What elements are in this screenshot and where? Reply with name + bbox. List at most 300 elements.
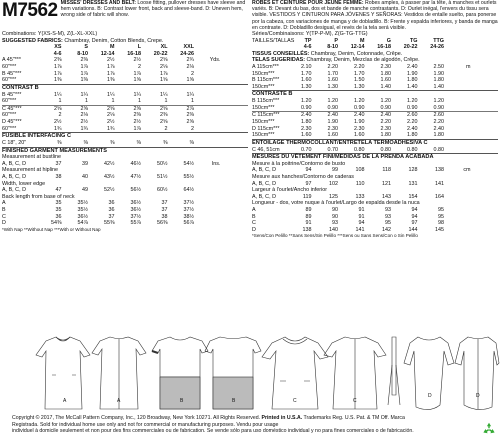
row-unit	[445, 105, 472, 112]
row-value: 1¼	[54, 91, 62, 98]
row-value: 1⅞	[80, 63, 88, 70]
row-value: 2	[191, 125, 194, 132]
row-value: 90	[332, 213, 338, 220]
row-value: 2½	[54, 118, 62, 125]
row-unit	[445, 220, 472, 227]
row-label: B 115cm***	[252, 98, 280, 105]
size-value: M	[360, 37, 365, 44]
row-value: 0.90	[380, 104, 391, 111]
table-row	[252, 227, 498, 234]
row-label: B 115cm***	[252, 77, 280, 84]
row-value: 1⅝	[133, 77, 141, 84]
row-value: 94	[411, 207, 418, 214]
table-row	[2, 161, 248, 168]
size-value: 20-22	[403, 44, 418, 51]
row-value: 2⅜	[80, 57, 88, 64]
row-value: 2.40	[407, 125, 418, 132]
label-d-back: D	[476, 393, 480, 399]
row-value: 2⅝	[160, 118, 168, 125]
row-value: 47	[55, 187, 62, 194]
row-value: 1¾	[80, 125, 88, 132]
table-row	[252, 220, 498, 227]
table-row	[252, 194, 498, 201]
row-value: 121	[382, 180, 391, 187]
row-value: 50½	[157, 160, 168, 167]
row-label: B 45"***	[2, 70, 22, 77]
row-unit	[445, 112, 472, 119]
row-value: 1.80	[433, 77, 444, 84]
row-value: 2⅝	[54, 105, 62, 112]
row-value: 0.70	[301, 146, 312, 153]
row-value: 2.40	[301, 112, 312, 119]
telas-label: TELAS SUGERIDAS:	[252, 57, 306, 64]
row-label: 150cm***	[252, 83, 275, 90]
size-value: TG	[410, 37, 418, 44]
row-label: B 45"***	[2, 91, 22, 98]
row-value: 1.60	[354, 132, 365, 139]
label-c-front: C	[293, 398, 297, 404]
row-unit	[195, 77, 222, 84]
row-value: 51½	[157, 174, 168, 181]
row-label: B	[2, 207, 6, 214]
row-value: 56½	[130, 187, 141, 194]
row-label: 60"***	[2, 112, 17, 119]
row-value: 36½	[130, 200, 141, 207]
row-value: 1.90	[433, 70, 444, 77]
row-value: 1.20	[380, 98, 391, 105]
row-label: C 115cm***	[252, 112, 280, 119]
row-unit	[195, 214, 222, 221]
row-unit: m	[466, 63, 471, 70]
row-value: 1.60	[380, 77, 391, 84]
row-value: 1.40	[433, 83, 444, 90]
header-fr	[252, 0, 498, 30]
row-value: 46½	[130, 160, 141, 167]
row-value: 37½	[183, 200, 194, 207]
size-label: TAILLES/TALLAS	[252, 37, 295, 44]
row-label: D 115cm***	[252, 125, 280, 132]
row-value: 95	[385, 220, 391, 227]
table-row	[2, 220, 248, 227]
row-unit: Yds.	[209, 57, 221, 64]
row-value: 0.80	[380, 146, 391, 153]
row-label: A	[252, 207, 256, 214]
row-value: 35	[55, 207, 62, 214]
row-value: 54⅜	[51, 220, 62, 227]
row-value: 1⅝	[186, 77, 194, 84]
row-value: 0.80	[407, 146, 418, 153]
row-value: 37	[55, 160, 62, 167]
footer-line-3: individuel à domicile seulement et non pour des fins commerciales ou de fabrication. Se vende sólo para uso doméstico individual y no para fines comerciales o de fabricación.	[12, 428, 414, 435]
row-value: 1⅞	[133, 70, 141, 77]
size-value: S	[84, 44, 88, 51]
table-row	[252, 181, 498, 188]
table-row	[2, 98, 248, 105]
combinaisons: Séries/Combinaisons: Y(TP-P-M), Z(G-TG-TTG)	[252, 31, 368, 37]
row-value: 42½	[104, 160, 115, 167]
title-fr: ROBES ET CEINTURE POUR JEUNE FEMME:	[252, 0, 364, 6]
row-value: 2.30	[327, 125, 338, 132]
table-row	[2, 200, 248, 207]
finished-measurements-heading: MESURES DU VÊTEMENT FINI/MEDIDAS DE LA PRENDA ACABADA	[252, 153, 498, 161]
row-value: 2⅝	[107, 105, 115, 112]
english-column	[2, 0, 248, 332]
row-value: 1.80	[301, 118, 312, 125]
row-value: 91	[358, 213, 365, 220]
row-value: 2⅜	[186, 112, 194, 119]
row-value: 2⅝	[80, 105, 88, 112]
table-row	[2, 126, 248, 133]
row-value: 2.60	[407, 112, 418, 119]
row-value: 1.90	[327, 118, 338, 125]
table-row	[252, 64, 498, 71]
table-row	[252, 71, 498, 78]
row-value: ⅜	[83, 139, 88, 146]
nap-note: *Sens/Con Pelillo **Sans Sens/Sin Pelillo ***Sens ou Sans Sens/Con o Sin Pelillo	[252, 233, 418, 239]
row-value: 37	[161, 207, 168, 214]
row-value: 93	[385, 207, 391, 214]
row-value: 38	[161, 213, 168, 220]
row-value: ⅜	[189, 139, 194, 146]
size-value: L	[137, 44, 141, 51]
table-row	[252, 84, 498, 91]
row-value: 55⅜	[104, 220, 115, 227]
copyright-text: Copyright © 2017, The McCall Pattern Company, Inc., 120 Broadway, New York 10271. All Rights Reserved.	[12, 415, 261, 421]
row-value: 2.30	[354, 125, 365, 132]
table-row	[252, 147, 498, 154]
row-value: 2.20	[407, 118, 418, 125]
table-row	[252, 105, 498, 112]
label-a-back: A	[117, 398, 121, 404]
row-unit	[195, 207, 222, 214]
row-value: 94	[411, 213, 418, 220]
row-label: A 115cm***	[252, 63, 279, 70]
row-value: 1⅜	[107, 77, 115, 84]
row-value: 1	[138, 98, 141, 105]
fabrics-label: SUGGESTED FABRICS:	[2, 37, 63, 44]
row-value: 1⅞	[107, 63, 115, 70]
row-unit	[445, 119, 472, 126]
row-value: 55⅞	[130, 220, 141, 227]
width-label: Largeur à l'ourlet/Ancho inferior	[252, 187, 328, 194]
tissus	[252, 51, 498, 58]
size-label	[252, 44, 286, 51]
row-value: 2½	[133, 118, 141, 125]
desc-fr: Robes amples, à passer par la tête, à manches et ourlets variés. B: Devant du bas, dos et bande de manche contrastants. D: Ourlet inégal, l'envers du tissu sera visible.	[252, 0, 497, 19]
row-label: D	[2, 220, 6, 227]
bust-label: Mesure à la poitrine/Contorno de busto	[252, 160, 346, 167]
table-row	[2, 71, 248, 78]
row-value: 2.40	[407, 63, 418, 70]
row-value: 93	[385, 213, 391, 220]
row-value: 1¾	[107, 125, 115, 132]
row-value: 97	[305, 180, 312, 187]
garment-line-drawings	[0, 335, 500, 413]
row-label: 150cm***	[252, 70, 275, 77]
row-value: 43½	[104, 174, 115, 181]
table-row	[252, 126, 498, 133]
row-value: 118	[382, 167, 391, 174]
row-value: 1.70	[301, 70, 312, 77]
row-value: 1⅞	[54, 63, 62, 70]
row-value: 2.30	[380, 125, 391, 132]
row-value: 37½	[183, 207, 194, 214]
size-value: 24-26	[430, 44, 444, 51]
row-value: 1.30	[327, 83, 338, 90]
row-label: 60"***	[2, 63, 17, 70]
table-row	[2, 140, 248, 147]
table-row	[252, 214, 498, 221]
row-value: 0.90	[327, 104, 338, 111]
yardage-table-en	[2, 44, 248, 233]
fusible-heading: ENTOILAGE THERMOCOLLANT/ENTRETELA TERMOADHESIVA C	[252, 139, 498, 147]
row-value: 39	[82, 160, 88, 167]
size-label	[2, 51, 36, 58]
row-value: 0.90	[301, 104, 312, 111]
row-value: 1.40	[380, 83, 391, 90]
row-value: 1.20	[354, 98, 365, 105]
row-value: 37	[161, 200, 168, 207]
back-length-label: Longueur - dos, votre nuque à l'ourlet/Largo de espalda desde la nuca	[252, 200, 420, 207]
row-value: 1	[164, 98, 168, 105]
hip-label: Measurement at hipline	[2, 167, 59, 174]
row-value: 2	[58, 112, 62, 119]
size-header-row	[252, 38, 498, 45]
row-value: ⅜	[57, 139, 62, 146]
row-label: 60"***	[2, 98, 17, 105]
row-value: 108	[355, 167, 365, 174]
trademark-text: Trademarks Reg. U.S. Pat. & TM Off. Marca	[303, 415, 405, 421]
row-unit: cm	[463, 167, 471, 174]
row-value: 98	[438, 220, 444, 227]
row-value: 102	[329, 180, 338, 187]
tissus-text: Chambray, Denim, Cotonnade, Crêpe.	[310, 50, 403, 57]
row-value: 2.30	[301, 125, 312, 132]
row-unit	[195, 64, 222, 71]
row-value: 2⅝	[160, 57, 168, 64]
row-value: 2.40	[433, 125, 444, 132]
row-value: 2⅝	[186, 118, 194, 125]
row-value: 2⅛	[186, 63, 194, 70]
row-value: 0.90	[354, 104, 365, 111]
row-value: 91	[305, 220, 312, 227]
row-value: 1.30	[354, 83, 365, 90]
row-value: 2⅛	[160, 63, 168, 70]
footer-line-1	[12, 415, 482, 422]
row-value: 1.90	[407, 70, 418, 77]
label-c-back: C	[353, 398, 357, 404]
size-value: XL	[160, 44, 168, 51]
row-value: 2.20	[380, 118, 391, 125]
row-label: C 18", 20"	[2, 139, 27, 146]
row-value: 35	[55, 200, 62, 207]
table-row	[252, 132, 498, 139]
row-unit	[445, 227, 472, 234]
size-value: TP	[304, 37, 312, 44]
row-value: 2⅜	[133, 112, 141, 119]
row-value: 1⅞	[54, 70, 62, 77]
row-value: 1	[58, 98, 62, 105]
row-label: C 45"***	[2, 105, 22, 112]
row-value: 1.60	[327, 77, 338, 84]
row-label: A 45"***	[2, 57, 21, 64]
row-value: 142	[382, 226, 391, 233]
row-unit	[195, 71, 222, 78]
row-label: C	[2, 213, 6, 220]
size-value: 24-26	[180, 50, 194, 57]
row-label: D 45"***	[2, 118, 22, 125]
row-value: 2¾	[186, 57, 194, 64]
table-row	[252, 207, 498, 214]
row-value: 1	[85, 98, 88, 105]
row-value: 97	[411, 220, 418, 227]
row-value: 64½	[183, 187, 194, 194]
size-value: TTG	[433, 37, 444, 44]
table-row	[2, 207, 248, 214]
row-value: 1⅞	[160, 70, 168, 77]
table-row	[2, 92, 248, 99]
row-label: A, B, C, D	[2, 174, 26, 181]
size-value: 16-18	[377, 44, 391, 51]
table-row	[2, 57, 248, 64]
row-value: 1.80	[407, 132, 418, 139]
row-label: A, B, C, D	[2, 187, 26, 194]
row-label: A, B, C, D	[252, 193, 276, 200]
size-value: M	[110, 44, 115, 51]
row-unit	[445, 214, 472, 221]
row-value: 119	[302, 193, 312, 200]
footer-line-2: Registrada. Sold for individual home use only and not for commercial or manufacturing purposes. Vendu pour usage	[12, 421, 279, 428]
row-value: 138	[435, 167, 444, 174]
desc-es: VESTIDOS Y CINTURON PARA JÓVENES Y SEÑORAS: Vestidos de entalle suelto, para ponerse por la cabeza, con variaciones de manga y de dobladillo. B: Frente y espalda inferiores, y banda de manga en contraste. D: Dobladillo desigual, el revés de la tela será visible.	[252, 12, 498, 31]
row-value: 1¼	[107, 91, 115, 98]
row-value: 1⅜	[80, 77, 88, 84]
row-value: 36	[55, 213, 62, 220]
row-label: 60"***	[2, 125, 17, 132]
header-en	[2, 0, 248, 30]
row-label: 150cm***	[252, 118, 275, 125]
row-value: 1.20	[327, 98, 338, 105]
row-value: ⅜	[163, 139, 168, 146]
row-value: 99	[332, 167, 338, 174]
nap-note: *With Nap **Without Nap ***With or Without Nap	[2, 226, 101, 232]
telas	[252, 57, 498, 64]
row-value: 1¼	[80, 91, 88, 98]
size-value: 8-10	[327, 44, 338, 51]
row-value: 36½	[77, 213, 88, 220]
row-unit	[445, 126, 472, 133]
row-unit	[445, 77, 472, 84]
row-unit	[445, 181, 472, 188]
label-b-back: B	[232, 398, 236, 404]
suggested-fabrics	[2, 38, 248, 45]
row-unit	[195, 106, 222, 113]
description-en	[61, 0, 248, 19]
row-value: 164	[435, 193, 444, 200]
row-unit	[195, 92, 222, 99]
label-b-front: B	[180, 398, 184, 404]
row-value: 60½	[157, 187, 168, 194]
row-label: 150cm***	[252, 132, 275, 139]
back-length-label: Back length from base of neck	[2, 193, 75, 200]
row-unit	[445, 147, 472, 154]
row-value: 1.60	[327, 132, 338, 139]
row-value: 1.20	[433, 98, 444, 105]
row-value: 2½	[107, 118, 115, 125]
row-unit	[445, 84, 472, 91]
row-value: 2⅜	[54, 57, 62, 64]
row-value: 47½	[130, 174, 141, 181]
row-value: 1.30	[301, 83, 312, 90]
size-value: 16-18	[127, 50, 141, 57]
row-value: 36	[108, 207, 115, 214]
row-value: 1.20	[407, 98, 418, 105]
bust-label: Measurement at bustline	[2, 154, 62, 161]
belt-drawing	[388, 337, 400, 405]
row-value: 1	[111, 98, 115, 105]
row-value: 2	[138, 63, 141, 70]
row-value: 54½	[183, 160, 194, 167]
size-header-row	[2, 51, 248, 58]
row-value: 2.20	[327, 63, 338, 70]
row-value: 1⅞	[80, 70, 88, 77]
table-row	[252, 77, 498, 84]
table-row	[2, 106, 248, 113]
row-value: 1¼	[133, 91, 141, 98]
row-value: 40	[82, 174, 88, 181]
row-value: 1.60	[301, 77, 312, 84]
table-row	[2, 214, 248, 221]
size-value: G	[386, 37, 391, 44]
row-unit	[195, 200, 222, 207]
table-row	[2, 112, 248, 119]
row-unit	[195, 119, 222, 126]
hip-label: Mesure aux hanches/Contorno de caderas	[252, 174, 354, 181]
row-value: 1⅝	[160, 77, 168, 84]
printed-in: Printed in U.S.A.	[261, 415, 303, 421]
size-value: 4-6	[53, 50, 62, 57]
row-value: 2.30	[380, 63, 391, 70]
fabrics-text: Chambray, Denim, Cotton Blends, Crepe.	[64, 37, 164, 44]
row-label: A, B, C, D	[252, 167, 276, 174]
row-value: 1⅞	[133, 125, 141, 132]
title-en: MISSES' DRESSES AND BELT:	[60, 0, 136, 6]
row-value: 49	[82, 187, 88, 194]
size-value: XS	[54, 44, 62, 51]
row-label: C 46, 51cm	[252, 146, 280, 153]
row-value: 2	[164, 125, 168, 132]
row-value: 0.80	[354, 146, 365, 153]
row-value: 38½	[183, 213, 194, 220]
table-row	[2, 187, 248, 194]
row-value: ⅜	[110, 139, 115, 146]
row-value: 1⅞	[107, 70, 115, 77]
row-value: 89	[305, 213, 312, 220]
row-unit	[445, 71, 472, 78]
row-value: 54⅞	[77, 220, 88, 227]
row-value: 38	[55, 174, 62, 181]
finished-measurements-heading: FINISHED GARMENT MEASUREMENTS	[2, 147, 248, 155]
row-value: 0.80	[433, 146, 444, 153]
row-value: 1¼	[160, 91, 168, 98]
row-value: 56⅜	[157, 220, 168, 227]
table-row	[252, 119, 498, 126]
row-value: 1.80	[407, 77, 418, 84]
recycle-icon	[482, 422, 496, 436]
fusible-heading: FUSIBLE INTERFACING C	[2, 132, 248, 140]
row-value: 2½	[80, 118, 88, 125]
row-value: 128	[408, 167, 418, 174]
